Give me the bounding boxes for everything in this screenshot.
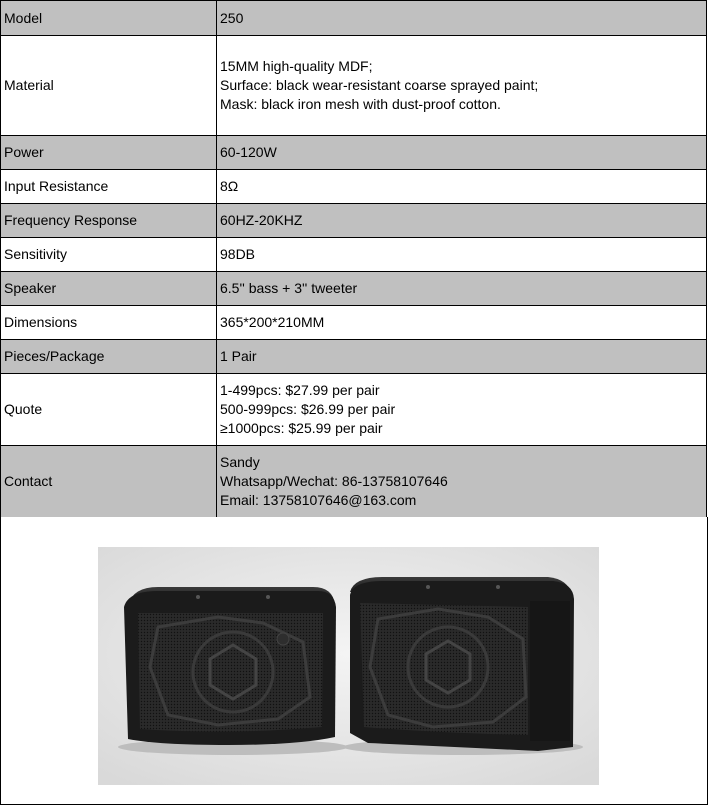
row-value: 60-120W bbox=[217, 136, 707, 170]
row-material bbox=[1, 36, 707, 136]
product-photo-cell bbox=[0, 517, 708, 805]
row-model bbox=[1, 1, 707, 36]
row-value: 1 Pair bbox=[217, 340, 707, 374]
row-label: Material bbox=[1, 36, 217, 136]
row-label: Frequency Response bbox=[1, 204, 217, 238]
row-value: 250 bbox=[217, 1, 707, 36]
row-label: Speaker bbox=[1, 272, 217, 306]
row-pieces-package bbox=[1, 340, 707, 374]
row-label: Contact bbox=[1, 446, 217, 518]
row-speaker bbox=[1, 272, 707, 306]
left-speaker bbox=[124, 587, 336, 745]
row-contact bbox=[1, 446, 707, 518]
row-value: 8Ω bbox=[217, 170, 707, 204]
row-label: Quote bbox=[1, 374, 217, 446]
row-label: Dimensions bbox=[1, 306, 217, 340]
row-label: Pieces/Package bbox=[1, 340, 217, 374]
row-value: 365*200*210MM bbox=[217, 306, 707, 340]
speakers-photo bbox=[98, 547, 599, 785]
row-value: Sandy Whatsapp/Wechat: 86-13758107646 Email: 13758107646@163.com bbox=[217, 446, 707, 518]
row-value: 60HZ-20KHZ bbox=[217, 204, 707, 238]
row-value: 1-499pcs: $27.99 per pair 500-999pcs: $26.99 per pair ≥1000pcs: $25.99 per pair bbox=[217, 374, 707, 446]
row-value: 6.5'' bass + 3'' tweeter bbox=[217, 272, 707, 306]
right-speaker bbox=[350, 577, 574, 751]
row-label: Power bbox=[1, 136, 217, 170]
row-dimensions bbox=[1, 306, 707, 340]
row-label: Input Resistance bbox=[1, 170, 217, 204]
row-value: 98DB bbox=[217, 238, 707, 272]
row-frequency-response bbox=[1, 204, 707, 238]
row-sensitivity bbox=[1, 238, 707, 272]
row-quote bbox=[1, 374, 707, 446]
row-label: Model bbox=[1, 1, 217, 36]
row-value: 15MM high-quality MDF; Surface: black wear-resistant coarse sprayed paint; Mask: black iron mesh with dust-proof cotton. bbox=[217, 36, 707, 136]
row-input-resistance bbox=[1, 170, 707, 204]
row-power bbox=[1, 136, 707, 170]
row-label: Sensitivity bbox=[1, 238, 217, 272]
